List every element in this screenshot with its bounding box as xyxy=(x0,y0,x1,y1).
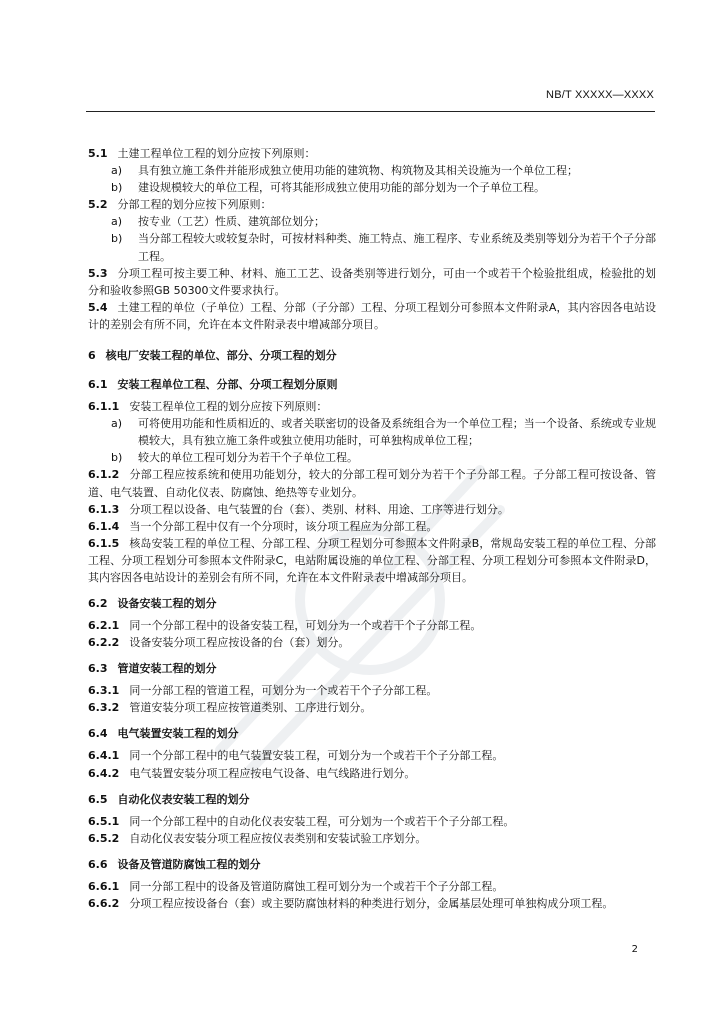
document-code: NB/T XXXXX—XXXX xyxy=(546,89,654,101)
clause-text: 管道安装分项工程应按管道类别、工序进行划分。 xyxy=(129,701,372,715)
clause-number: 6.3 xyxy=(88,662,108,676)
section-heading xyxy=(88,856,656,873)
clause-paragraph xyxy=(88,299,656,333)
list-item xyxy=(88,230,656,264)
clause-number: 6.1.1 xyxy=(88,400,120,414)
list-item-text: 具有独立施工条件并能形成独立使用功能的建筑物、构筑物及其相关设施为一个单位工程； xyxy=(138,164,578,178)
header-rule xyxy=(86,111,655,112)
clause-text: 核岛安装工程的单位工程、分部工程、分项工程划分可参照本文件附录B，常规岛安装工程的单位工程、分部工程、分项工程划分可参照本文件附录C，电站附属设施的单位工程、分部工程、分项工程划分可参照本文件附录D，其内容因各电站设计的差别会有所不同，允许在本文件附录表中增减部分项目。 xyxy=(88,536,656,584)
list-item-text: 建设规模较大的单位工程，可将其能形成独立使用功能的部分划为一个子单位工程。 xyxy=(138,181,545,195)
clause-paragraph xyxy=(88,466,656,500)
clause-text: 同一分部工程的管道工程，可划分为一个或若干个子分部工程。 xyxy=(129,684,438,698)
list-item-text: 较大的单位工程可划分为若干个子单位工程。 xyxy=(138,451,358,465)
clause-paragraph xyxy=(88,895,656,912)
clause-text: 安装工程单位工程的划分应按下列原则： xyxy=(129,400,328,414)
clause-text: 电气装置安装分项工程应按电气设备、电气线路进行划分。 xyxy=(129,766,416,780)
clause-number: 6.1.4 xyxy=(88,519,120,533)
clause-paragraph xyxy=(88,265,656,299)
clause-number: 5.1 xyxy=(88,147,108,160)
document-body xyxy=(88,145,656,912)
clause-paragraph xyxy=(88,682,656,699)
clause-text: 设备安装分项工程应按设备的台（套）划分。 xyxy=(129,636,350,650)
clause-number: 6.5 xyxy=(88,792,108,806)
clause-text: 分项工程以设备、电气装置的台（套）、类别、材料、用途、工序等进行划分。 xyxy=(129,502,509,516)
section-heading xyxy=(88,660,656,677)
clause-number: 6.6.1 xyxy=(88,879,120,893)
list-item-label: b) xyxy=(111,451,123,465)
section-heading xyxy=(88,791,656,808)
clause-text: 分部工程应按系统和使用功能划分，较大的分部工程可划分为若干个子分部工程。子分部工程可按设备、管道、电气装置、自动化仪表、防腐蚀、绝热等专业划分。 xyxy=(88,468,656,499)
list-item-label: a) xyxy=(111,164,123,178)
list-item-text: 可将使用功能和性质相近的、或者关联密切的设备及系统组合为一个单位工程；当一个设备、系统或专业规模较大，具有独立施工条件或独立使用功能时，可单独构成单位工程； xyxy=(138,417,656,448)
list-item-label: a) xyxy=(111,417,123,431)
section-heading xyxy=(88,595,656,612)
clause-text: 同一个分部工程中的电气装置安装工程，可划分为一个或若干个子分部工程。 xyxy=(129,749,504,763)
list-item-label: b) xyxy=(111,181,123,195)
clause-text: 管道安装工程的划分 xyxy=(117,662,217,676)
clause-text: 当一个分部工程中仅有一个分项时，该分项工程应为分部工程。 xyxy=(129,519,438,533)
clause-text: 土建工程单位工程的划分应按下列原则： xyxy=(117,147,316,160)
clause-number: 6.4 xyxy=(88,727,108,741)
clause-paragraph xyxy=(88,747,656,764)
clause-number: 5.4 xyxy=(88,300,108,314)
clause-number: 6.1 xyxy=(88,378,108,392)
clause-number: 6.3.1 xyxy=(88,684,120,698)
clause-paragraph xyxy=(88,501,656,518)
list-item xyxy=(88,162,656,179)
section-heading xyxy=(88,725,656,742)
clause-text: 自动化仪表安装工程的划分 xyxy=(117,792,250,806)
clause-paragraph xyxy=(88,634,656,651)
section-heading xyxy=(88,347,656,364)
clause-text: 自动化仪表安装分项工程应按仪表类别和安装试验工序划分。 xyxy=(129,831,427,845)
list-item xyxy=(88,213,656,230)
clause-text: 分项工程应按设备台（套）或主要防腐蚀材料的种类进行划分，金属基层处理可单独构成分项工程。 xyxy=(129,896,614,910)
clause-paragraph xyxy=(88,398,656,415)
clause-paragraph xyxy=(88,813,656,830)
page-number: 2 xyxy=(631,944,638,955)
clause-paragraph xyxy=(88,765,656,782)
clause-text: 安装工程单位工程、分部、分项工程划分原则 xyxy=(117,378,338,392)
clause-number: 6.3.2 xyxy=(88,701,120,715)
clause-number: 6.5.1 xyxy=(88,814,120,828)
clause-number: 6.1.3 xyxy=(88,502,120,516)
clause-number: 6.4.2 xyxy=(88,766,120,780)
clause-paragraph xyxy=(88,145,656,162)
list-item-label: b) xyxy=(111,232,123,246)
list-item-text: 当分部工程较大或较复杂时，可按材料种类、施工特点、施工程序、专业系统及类别等划分为若干个子分部工程。 xyxy=(138,232,656,263)
clause-number: 5.2 xyxy=(88,198,108,212)
clause-paragraph xyxy=(88,830,656,847)
clause-text: 分项工程可按主要工种、材料、施工工艺、设备类别等进行划分，可由一个或若干个检验批组成，检验批的划分和验收参照GB 50300文件要求执行。 xyxy=(88,266,656,297)
clause-number: 6.6.2 xyxy=(88,896,120,910)
clause-number: 6.2.2 xyxy=(88,636,120,650)
section-heading xyxy=(88,376,656,393)
clause-number: 6.2.1 xyxy=(88,619,120,633)
clause-paragraph xyxy=(88,196,656,213)
clause-text: 设备及管道防腐蚀工程的划分 xyxy=(117,857,261,871)
list-item xyxy=(88,449,656,466)
list-item-label: a) xyxy=(111,215,123,229)
clause-paragraph xyxy=(88,617,656,634)
clause-text: 设备安装工程的划分 xyxy=(117,597,217,611)
list-item xyxy=(88,415,656,449)
clause-paragraph xyxy=(88,535,656,586)
clause-number: 6.2 xyxy=(88,597,108,611)
clause-paragraph xyxy=(88,699,656,716)
clause-text: 同一分部工程中的设备及管道防腐蚀工程可划分为一个或若干个子分部工程。 xyxy=(129,879,504,893)
clause-text: 分部工程的划分应按下列原则： xyxy=(117,198,272,212)
clause-text: 电气装置安装工程的划分 xyxy=(117,727,239,741)
clause-text: 核电厂安装工程的单位、部分、分项工程的划分 xyxy=(105,349,337,363)
list-item-text: 按专业（工艺）性质、建筑部位划分； xyxy=(138,215,325,229)
clause-paragraph xyxy=(88,518,656,535)
clause-number: 6.5.2 xyxy=(88,831,120,845)
clause-number: 6.1.2 xyxy=(88,468,120,482)
clause-paragraph xyxy=(88,878,656,895)
clause-number: 6.6 xyxy=(88,857,108,871)
clause-number: 5.3 xyxy=(88,266,108,280)
list-item xyxy=(88,179,656,196)
clause-number: 6.4.1 xyxy=(88,749,120,763)
clause-text: 同一个分部工程中的设备安装工程，可划分为一个或若干个子分部工程。 xyxy=(129,619,482,633)
clause-text: 土建工程的单位（子单位）工程、分部（子分部）工程、分项工程划分可参照本文件附录A，其内容因各电站设计的差别会有所不同，允许在本文件附录表中增减部分项目。 xyxy=(88,300,656,331)
clause-text: 同一个分部工程中的自动化仪表安装工程，可分划为一个或若干个子分部工程。 xyxy=(129,814,515,828)
clause-number: 6 xyxy=(88,349,96,363)
clause-number: 6.1.5 xyxy=(88,536,120,550)
